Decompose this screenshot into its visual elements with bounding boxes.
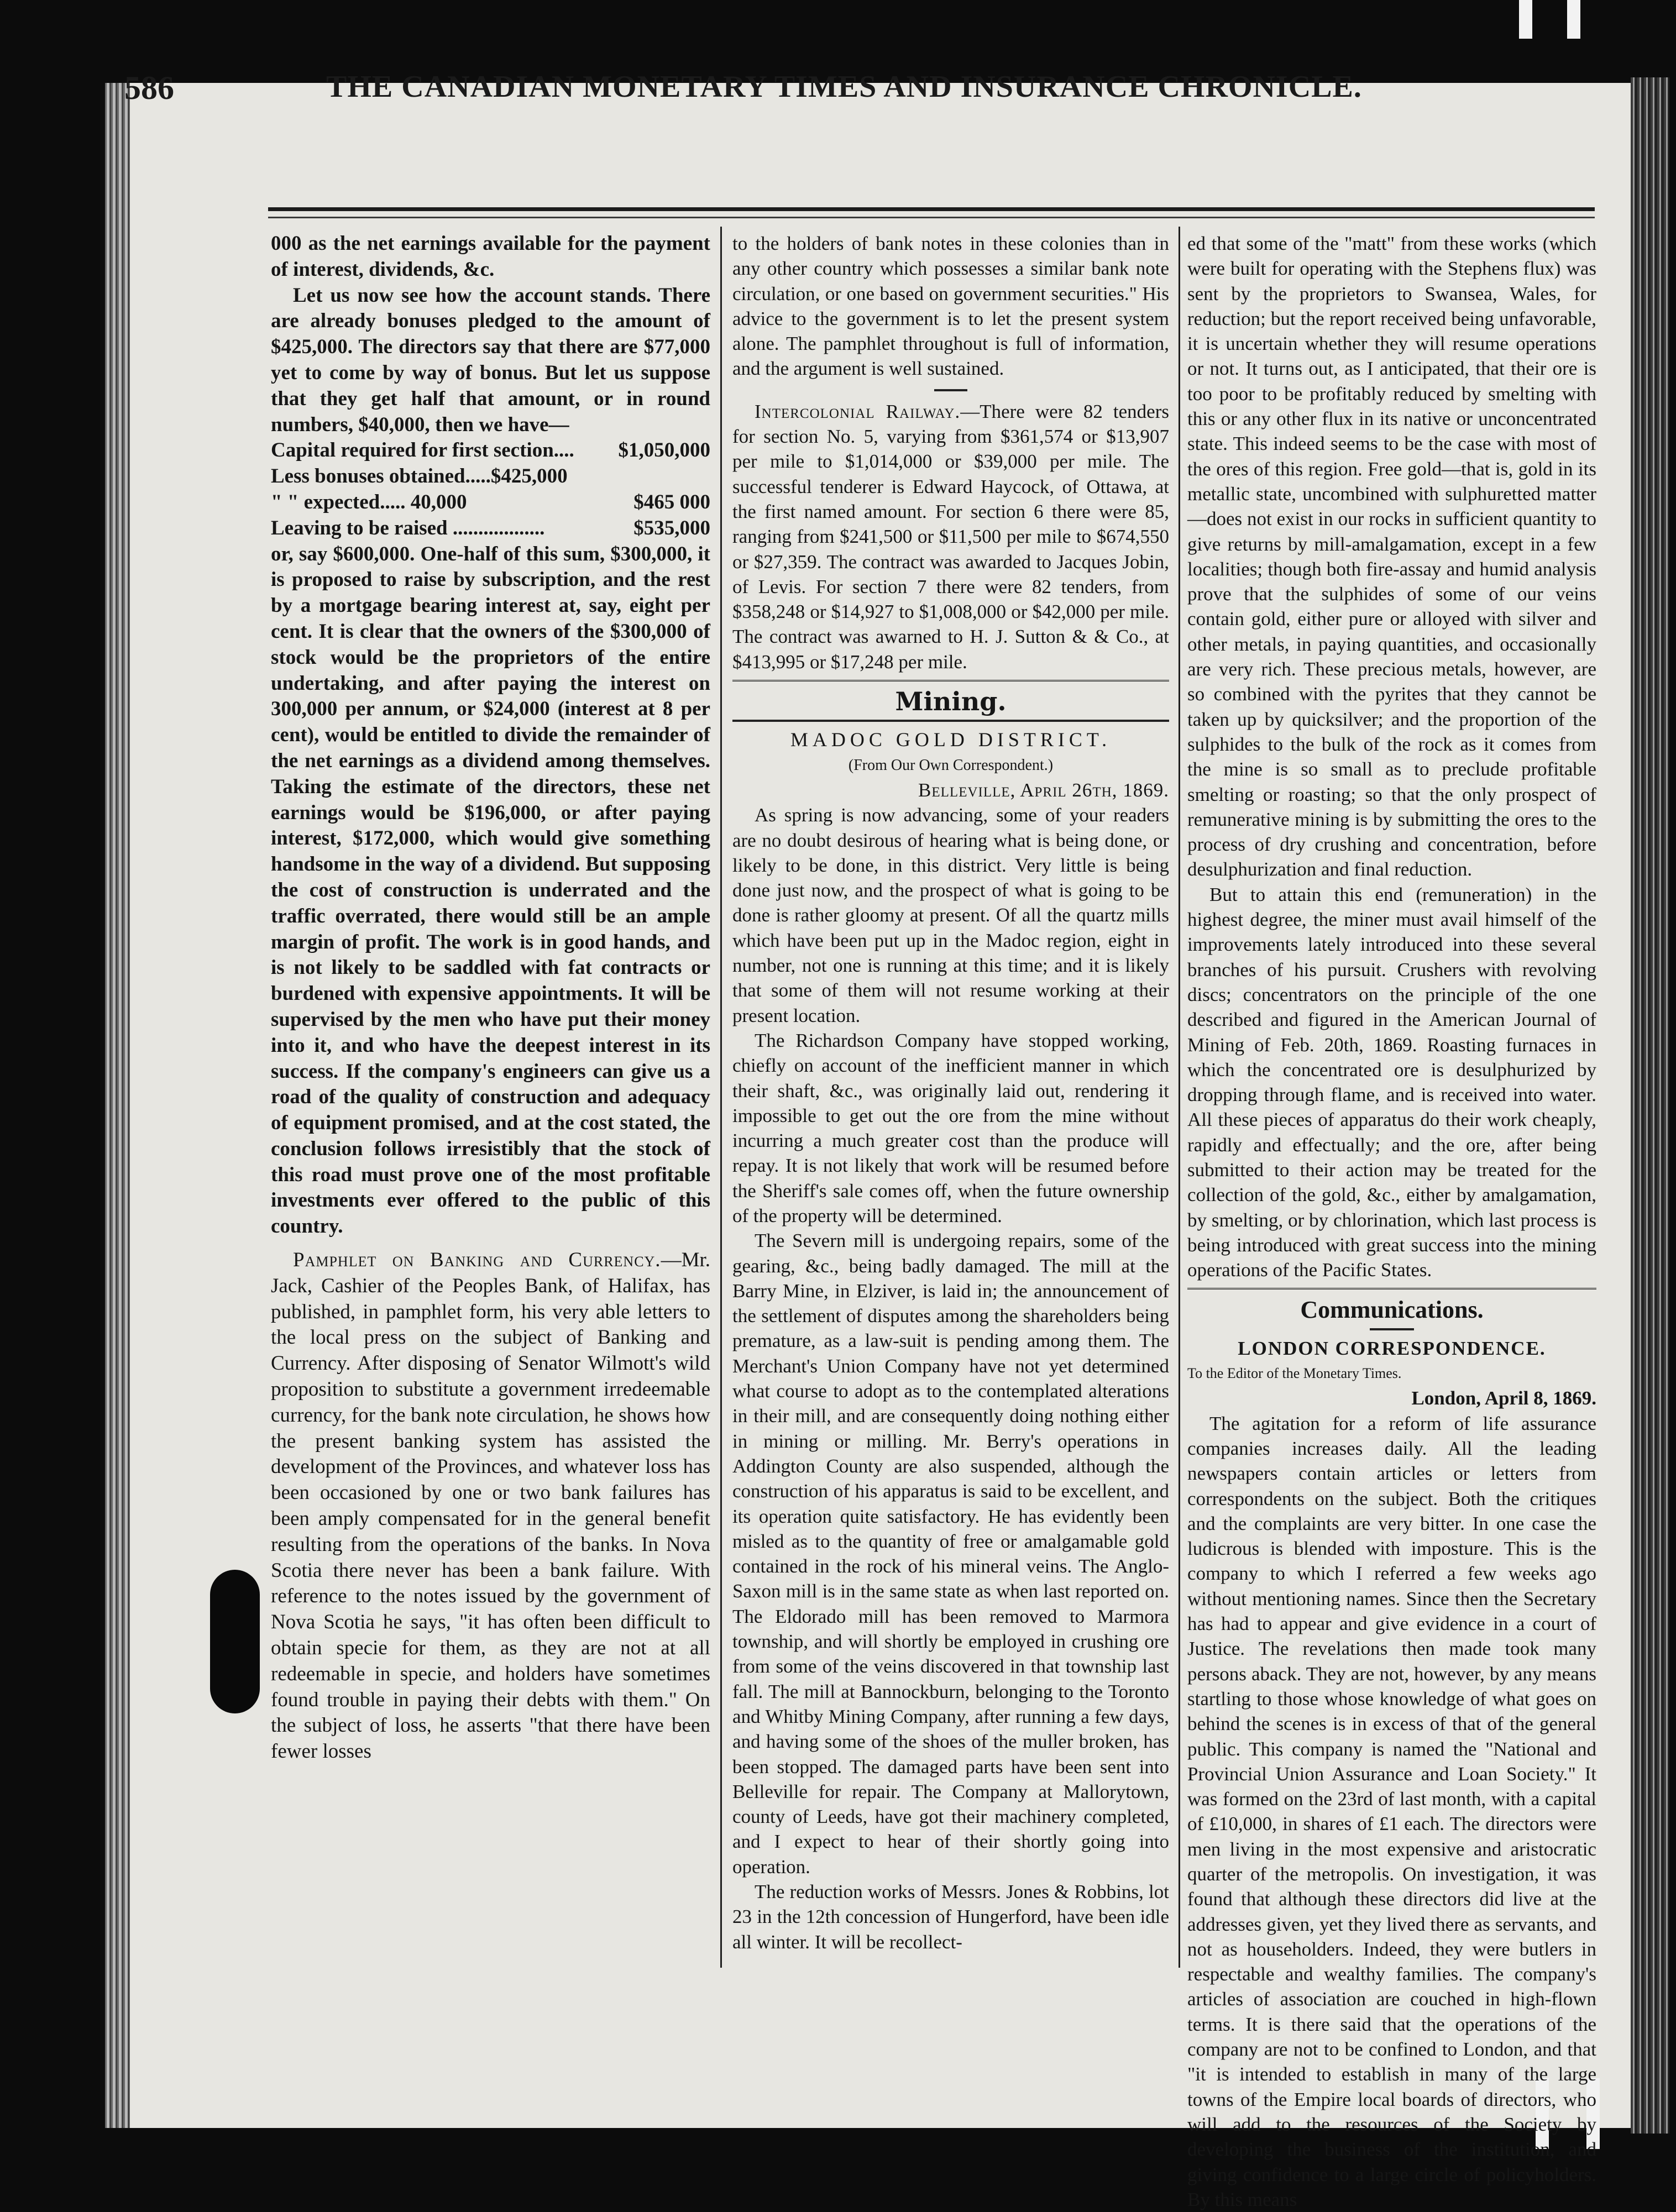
paragraph-head: Pamphlet on Banking and Currency.	[293, 1249, 661, 1272]
scan-shadow	[210, 1570, 260, 1713]
column-1	[271, 231, 710, 1967]
header-rule-thin	[268, 217, 1595, 218]
byline: (From Our Own Correspondent.)	[848, 756, 1054, 774]
section-rule	[732, 720, 1169, 722]
section-title: Mining.	[895, 686, 1007, 717]
section-rule	[934, 389, 967, 391]
paragraph	[732, 399, 1169, 674]
ledger-row	[271, 464, 710, 490]
paragraph: Let us now see how the account stands. There are already bonuses pledged to the amount of $425,000. The directors say that there are $77,000 yet to come by way of bonus. But let us suppose that they get half that amount, or in round numbers, $40,000, then we have—	[271, 284, 710, 436]
scan-marker	[1519, 0, 1532, 39]
section-rule	[732, 680, 1169, 684]
paragraph-text: —There were 82 tenders for section No. 5, varying from $361,574 or $13,907 per mile to $1,014,000 or $39,000 per mile. The successful tenderer is Edward Haycock, of Ottawa, at the first named amount. For section 6 there were 85, ranging from $241,500 or $11,500 per mile to $674,550 or $27,359. The contract was awarded to Jacques Jobin, of Levis. For section 7 there were 82 tenders, from $358,248 or $14,927 to $1,008,000 or $42,000 per mile. The contract was awarned to H. J. Sutton & & Co., at $413,995 or $17,248 per mile.	[732, 400, 1169, 673]
article-title: MADOC GOLD DISTRICT.	[790, 728, 1112, 751]
ledger-label: Capital required for first section....	[271, 439, 574, 462]
paragraph: The Richardson Company have stopped working, chiefly on account of the inefficient manner in which their shaft, &c., was originally laid out, rendering it impossible to get out the ore from the mine without incurring a much greater cost than the produce will repay. It is not likely that work will be resumed before the Sheriff's sale comes off, when the future ownership of the property will be determined.	[732, 1029, 1169, 1226]
ledger-label: " " expected..... 40,000	[271, 490, 467, 513]
paragraph: But to attain this end (remuneration) in the highest degree, the miner must avail himself of the improvements lately introduced into these several branches of his pursuit. Crushers with revolving discs; concentrators on the principle of the one described and figured in the American Journal of Mining of Feb. 20th, 1869. Roasting furnaces in which the concentrated ore is desulphurized by dropping through flame, and is received into water. All these pieces of apparatus do their work cheaply, rapidly and effectually; and the ore, after being submitted to their action may be treated for the collection of the gold, &c., either by amalgamation, by smelting, or by chlorination, which last process is being introduced with great success into the mining operations of the Pacific States.	[1187, 883, 1596, 1281]
paragraph-head: Intercolonial Railway.	[755, 400, 961, 422]
paragraph: The agitation for a reform of life assurance companies increases daily. All the leading newspapers contain articles or letters from correspondents on the subject. Both the critiques and the complaints are very bitter. In one case the ludicrous is blended with imposture. This is the company to which I referred a few weeks ago without mentioning names. Since then the Secretary has had to appear and give evidence in a court of Justice. The revelations then made took many persons aback. They are not, however, by any means startling to those whose knowledge of what goes on behind the scenes is in excess of that of the general public. This company is named the "National and Provincial Union Assurance and Loan Society." It was formed on the 23rd of last month, with a capital of £10,000, in shares of £1 each. The directors were men living in the most expensive and aristocratic quarter of the metropolis. On investigation, it was found that although these directors did live at the addresses given, yet they lived there as servants, and not as householders. Indeed, they were butlers in respectable and wealthy families. The company's articles of association are couched in high-flown terms. It is there said that the operations of the company are not to be confined to London, and that "it is intended to establish in many of the large towns of the Empire local boards of directors, who will add to the resources of the Society by developing the business of the institution, and giving confidence to a large circle of policyholders. By this means	[1187, 1412, 1596, 2210]
paragraph: The reduction works of Messrs. Jones & Robbins, lot 23 in the 12th concession of Hungerford, have been idle all winter. It will be recollect-	[732, 1881, 1169, 1953]
column-divider	[1179, 227, 1180, 1968]
masthead-title: THE CANADIAN MONETARY TIMES AND INSURANCE CHRONICLE.	[326, 70, 1362, 104]
article-title: LONDON CORRESPONDENCE.	[1238, 1337, 1546, 1359]
section-title: Communications.	[1300, 1296, 1484, 1324]
dateline: Belleville, April 26th, 1869.	[918, 779, 1169, 801]
scan-marker	[1567, 0, 1580, 39]
ledger-row	[271, 516, 710, 542]
paragraph: or, say $600,000. One-half of this sum, $300,000, it is proposed to raise by subscription, and the rest by a mortgage bearing interest at, say, eight per cent. It is clear that the owners of the $300,000 of stock would be the proprietors of the entire undertaking, and after paying the interest on 300,000 per annum, or $24,000 (interest at 8 per cent), would be entitled to divide the remainder of the net earnings as a dividend among themselves. Taking the estimate of the directors, these net earnings would be $196,000, or after paying interest, $172,000, which would give something handsome in the way of a dividend. But supposing the cost of construction is underrated and the traffic overrated, there would still be an ample margin of profit. The work is in good hands, and is not likely to be saddled with fat contracts or burdened with expensive appointments. It will be supervised by the men who have put their money into it, and who have the deepest interest in its success. If the company's engineers can give us a road of the quality of construction and adequacy of equipment promised, and at the cost stated, the conclusion follows irresistibly that the stock of this road must prove one of the most profitable investments ever offered to the public of this country.	[271, 542, 710, 1238]
ledger-row	[271, 490, 710, 516]
dateline: London, April 8, 1869.	[1411, 1387, 1596, 1409]
ledger-value: $535,000	[633, 516, 710, 539]
column-2	[732, 231, 1169, 1956]
paragraph	[271, 1247, 710, 1765]
paragraph: The Severn mill is undergoing repairs, some of the gearing, &c., being badly damaged. The mill at the Barry Mine, in Elziver, is laid in; the announcement of the settlement of disputes among the shareholders being premature, as a law-suit is pending among them. The Merchant's Union Company have not yet determined what course to adopt as to the contemplated alterations in their mill, and are consequently doing nothing either in mining or milling. Mr. Berry's operations in Addington County are also suspended, although the construction of his apparatus is said to be excellent, and its operation quite satisfactory. He has evidently been misled as to the quantity of free or amalgamable gold contained in the rock of his mineral veins. The Anglo-Saxon mill is in the same state as when last reported on. The Eldorado mill has been removed to Marmora township, and will shortly be employed in crushing ore from some of the veins discovered in that township last fall. The mill at Bannockburn, belonging to the Toronto and Whitby Mining Company, after running a few days, and having some of the shoes of the muller broken, has been stopped. The damaged parts have been sent into Belleville for repair. The Company at Mallorytown, county of Leeds, have got their machinery completed, and I expect to hear of their shortly going into operation.	[732, 1230, 1169, 1878]
paragraph: to the holders of bank notes in these colonies than in any other country which possesses a similar bank note circulation, or one based on government securities." His advice to the government is to let the present system alone. The pamphlet throughout is full of information, and the argument is well sustained.	[732, 233, 1169, 380]
column-3	[1187, 231, 1596, 2210]
paragraph: ed that some of the "matt" from these works (which were built for operating with the Stephens flux) was sent by the proprietors to Swansea, Wales, for reduction; but the report received being unfavorable, it is uncertain whether they will resume operations or not. It turns out, as I anticipated, that their ore is too poor to be profitably reduced by smelting with this or any other flux in its native or unconcentrated state. This indeed seems to be the case with most of the ores of this region. Free gold—that is, gold in its metallic state, uncombined with sulphuretted matter—does not exist in our rocks in sufficient quantity to give returns by mill-amalgamation, except in a few localities; though both fire-assay and humid analysis prove that the sulphides of some of our veins contain gold, either pure or alloyed with silver and other metals, in paying quantities, and occasionally are very rich. These precious metals, however, are so combined with the pyrites that they cannot be taken up by quicksilver; and the proportion of the sulphides to the bulk of the rock as it comes from the mine is so small as to preclude profitable smelting or roasting; so that the only prospect of remunerative mining is by submitting the ores to the process of dry crushing and concentration, before desulphurization and final reduction.	[1187, 233, 1596, 880]
paragraph-text: —Mr. Jack, Cashier of the Peoples Bank, of Halifax, has published, in pamphlet form, his very able letters to the local press on the subject of Banking and Currency. After disposing of Senator Wilmott's wild proposition to substitute a government irredeemable currency, for the bank note circulation, he shows how the present banking system has assisted the development of the Provinces, and whatever loss has been occasioned by one or two bank failures has been amply compensated for in the general benefit resulting from the operations of the banks. In Nova Scotia there never has been a bank failure. With reference to the notes issued by the government of Nova Scotia he says, "it has often been difficult to obtain specie for them, as they are not at all redeemable in specie, and holders have sometimes found trouble in paying their debts with them." On the subject of loss, he asserts "that there have been fewer losses	[271, 1249, 710, 1763]
ledger-row	[271, 438, 710, 464]
paragraph: 000 as the net earnings available for the payment of interest, dividends, &c.	[271, 232, 710, 281]
column-divider	[720, 227, 722, 1968]
page-number: 586	[124, 70, 174, 106]
section-rule	[1370, 1328, 1414, 1330]
page-edge	[1631, 77, 1669, 2134]
header-rule	[268, 207, 1595, 211]
ledger-label: Less bonuses obtained.....$425,000	[271, 465, 568, 488]
ledger-label: Leaving to be raised ..................	[271, 516, 545, 539]
salutation: To the Editor of the Monetary Times.	[1187, 1365, 1402, 1382]
section-rule	[1187, 1288, 1596, 1292]
ledger-value: $465 000	[633, 490, 710, 513]
ledger-value: $1,050,000	[618, 439, 710, 462]
paragraph: As spring is now advancing, some of your readers are no doubt desirous of hearing what is being done, or likely to be done, in this district. Very little is being done just now, and the prospect of what is going to be done is rather gloomy at present. Of all the quartz mills which have been put up in the Madoc region, eight in number, not one is running at this time; and it is likely that some of them will not resume working at their present location.	[732, 804, 1169, 1026]
